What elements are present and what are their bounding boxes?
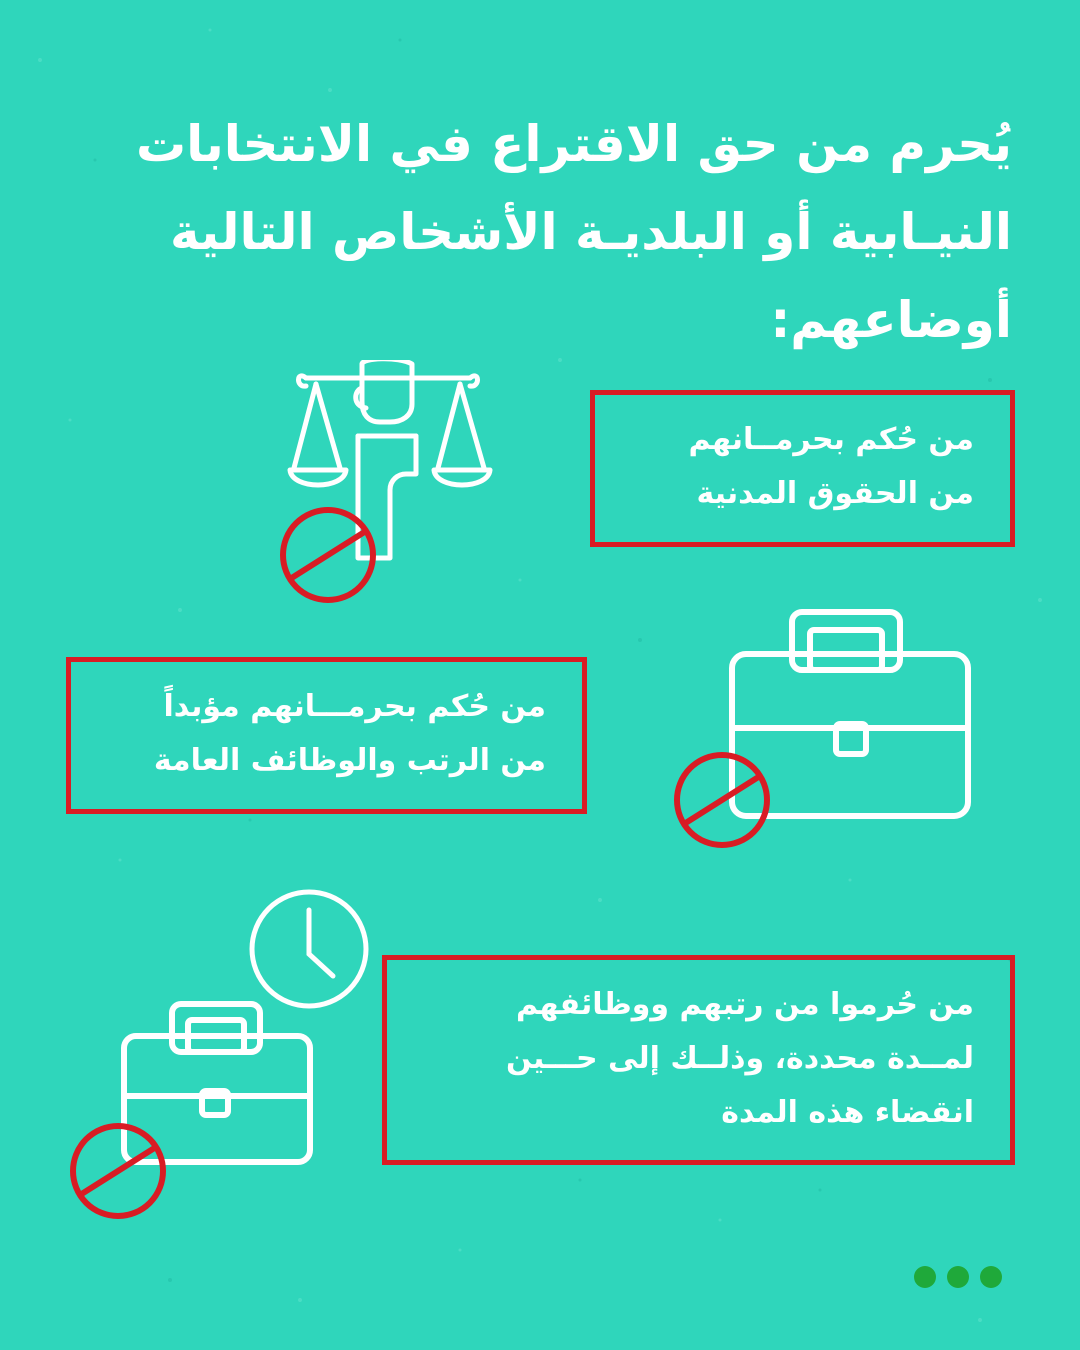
clock-briefcase-icon — [62, 884, 382, 1224]
title-line-2: النيـابية أو البلديـة الأشخاص التالية — [170, 203, 1012, 261]
page-title — [52, 100, 1012, 364]
pagination-dots — [912, 1264, 1004, 1290]
temporary-deprivation-box — [382, 955, 1015, 1165]
title-line-3: أوضاعهم: — [770, 291, 1012, 349]
pagination-dot — [914, 1266, 936, 1288]
prohibited-sign-icon — [73, 1126, 163, 1216]
pagination-dot — [980, 1266, 1002, 1288]
justice-scales-fist-icon — [270, 360, 500, 610]
briefcase-icon — [670, 604, 980, 854]
civil-rights-deprivation-box — [590, 390, 1015, 547]
item-3-line-3: انقضاء هذه المدة — [721, 1095, 974, 1130]
public-office-deprivation-box — [66, 657, 587, 814]
clock-icon — [252, 892, 366, 1006]
item-1-line-1: من حُكم بحرمــانهم — [688, 422, 974, 457]
item-3-line-1: من حُرموا من رتبهم ووظائفهم — [516, 987, 974, 1022]
prohibited-sign-icon — [677, 755, 767, 845]
item-1-line-2: من الحقوق المدنية — [696, 476, 974, 511]
item-3-line-2: لمــدة محددة، وذلــك إلى حـــين — [505, 1041, 974, 1076]
title-line-1: يُحرم من حق الاقتراع في الانتخابات — [135, 115, 1012, 173]
item-2-line-2: من الرتب والوظائف العامة — [153, 743, 546, 778]
pagination-dot — [947, 1266, 969, 1288]
item-2-line-1: من حُكم بحرمـــانهم مؤبداً — [163, 689, 546, 724]
